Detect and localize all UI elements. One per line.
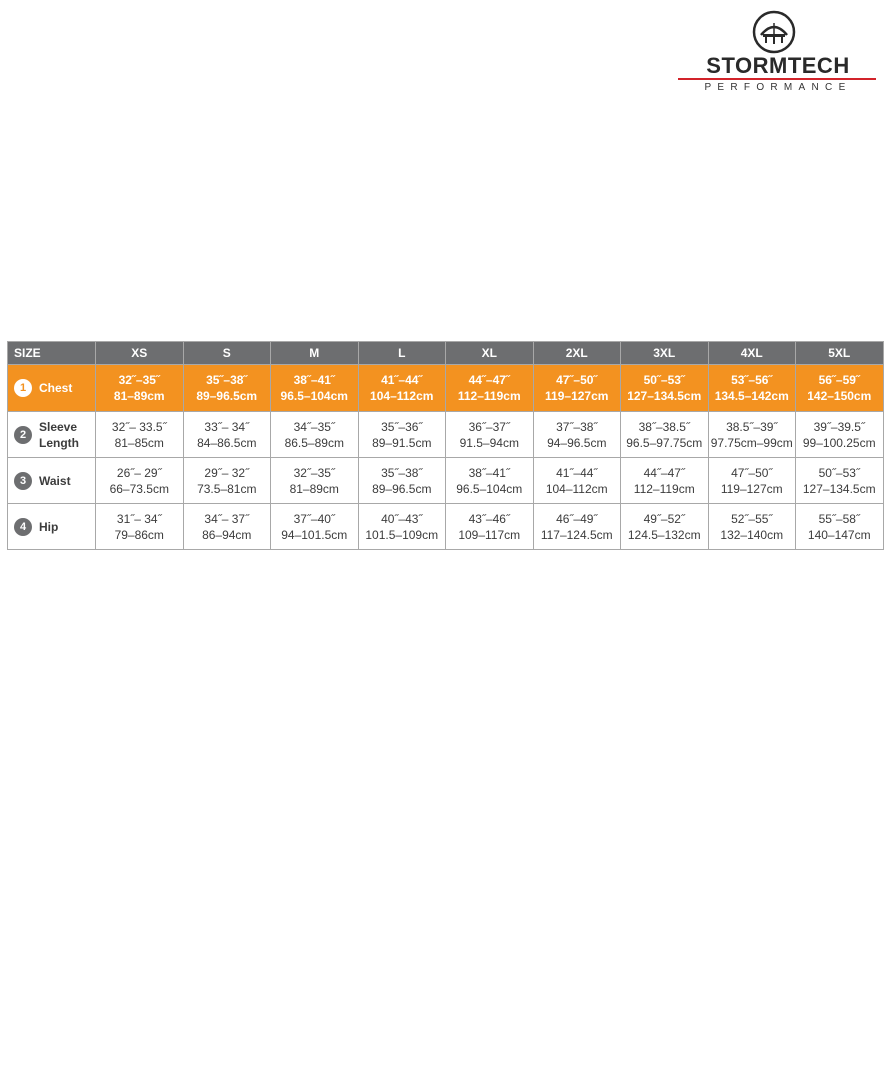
measurement-cell bbox=[446, 365, 534, 412]
measurement-centimeters: 81–89cm bbox=[113, 389, 165, 403]
measurement-inches: 37˝–38˝ bbox=[556, 419, 598, 434]
measurement-inches: 40˝–43˝ bbox=[381, 511, 423, 526]
measurement-cell bbox=[533, 458, 621, 504]
measurement-label-cell bbox=[8, 504, 96, 550]
measurement-centimeters: 94–101.5cm bbox=[281, 527, 348, 542]
measurement-centimeters: 84–86.5cm bbox=[197, 435, 257, 450]
size-chart-table bbox=[7, 341, 884, 550]
measurement-name-line1: Chest bbox=[39, 381, 73, 395]
measurement-cell bbox=[621, 412, 709, 458]
measurement-cell bbox=[708, 365, 796, 412]
measurement-label-cell bbox=[8, 365, 96, 412]
brand-tagline: PERFORMANCE bbox=[704, 82, 852, 93]
measurement-name-line1: Sleeve bbox=[39, 419, 78, 434]
size-header-m: M bbox=[271, 342, 359, 365]
measurement-name-line2: Length bbox=[39, 435, 79, 450]
measurement-cell bbox=[796, 504, 884, 550]
measurement-cell bbox=[446, 504, 534, 550]
measurement-centimeters: 89–96.5cm bbox=[372, 481, 432, 496]
measurement-centimeters: 112–119cm bbox=[633, 481, 695, 496]
measurement-centimeters: 99–100.25cm bbox=[802, 435, 876, 450]
brand-accent-line bbox=[678, 78, 876, 80]
measurement-inches: 38˝–41˝ bbox=[293, 373, 335, 387]
measurement-inches: 35˝–38˝ bbox=[381, 465, 423, 480]
measurement-centimeters: 91.5–94cm bbox=[459, 435, 519, 450]
measurement-row-sleeve bbox=[8, 412, 884, 458]
measurement-inches: 53˝–56˝ bbox=[731, 373, 773, 387]
measurement-number-badge: 3 bbox=[14, 472, 32, 490]
measurement-cell bbox=[446, 412, 534, 458]
size-chart-body bbox=[8, 365, 884, 550]
measurement-inches: 46˝–49˝ bbox=[556, 511, 598, 526]
measurement-cell bbox=[796, 365, 884, 412]
size-header-s: S bbox=[183, 342, 271, 365]
measurement-inches: 34˝– 37˝ bbox=[204, 511, 250, 526]
size-header-4xl: 4XL bbox=[708, 342, 796, 365]
measurement-inches: 50˝–53˝ bbox=[818, 465, 860, 480]
measurement-cell bbox=[358, 412, 446, 458]
measurement-inches: 38.5˝–39˝ bbox=[726, 419, 778, 434]
measurement-cell bbox=[96, 412, 184, 458]
measurement-centimeters: 127–134.5cm bbox=[802, 481, 876, 496]
measurement-inches: 35˝–38˝ bbox=[206, 373, 248, 387]
measurement-centimeters: 112–119cm bbox=[457, 389, 521, 403]
measurement-centimeters: 119–127cm bbox=[545, 389, 609, 403]
measurement-cell bbox=[708, 504, 796, 550]
measurement-label-cell bbox=[8, 412, 96, 458]
measurement-centimeters: 97.75cm–99cm bbox=[710, 435, 793, 450]
measurement-centimeters: 96.5–104cm bbox=[456, 481, 523, 496]
brand-name: STORMTECH bbox=[706, 53, 850, 78]
measurement-cell bbox=[183, 504, 271, 550]
measurement-name bbox=[39, 473, 71, 489]
measurement-centimeters: 96.5–97.75cm bbox=[626, 435, 703, 450]
measurement-cell bbox=[183, 412, 271, 458]
measurement-cell bbox=[96, 504, 184, 550]
measurement-centimeters: 119–127cm bbox=[720, 481, 783, 496]
measurement-centimeters: 79–86cm bbox=[114, 527, 164, 542]
measurement-inches: 37˝–40˝ bbox=[293, 511, 335, 526]
measurement-inches: 31˝– 34˝ bbox=[116, 511, 162, 526]
measurement-inches: 47˝–50˝ bbox=[731, 465, 773, 480]
measurement-row-hip bbox=[8, 504, 884, 550]
size-header-2xl: 2XL bbox=[533, 342, 621, 365]
measurement-name bbox=[39, 519, 58, 535]
measurement-inches: 50˝–53˝ bbox=[643, 373, 685, 387]
size-column-header: SIZE bbox=[8, 342, 96, 365]
measurement-centimeters: 81–89cm bbox=[289, 481, 339, 496]
measurement-cell bbox=[533, 412, 621, 458]
measurement-centimeters: 117–124.5cm bbox=[540, 527, 613, 542]
measurement-centimeters: 134.5–142cm bbox=[714, 389, 789, 403]
measurement-inches: 29˝– 32˝ bbox=[204, 465, 250, 480]
measurement-cell bbox=[533, 504, 621, 550]
measurement-cell bbox=[533, 365, 621, 412]
measurement-inches: 32˝–35˝ bbox=[118, 373, 160, 387]
measurement-cell bbox=[708, 412, 796, 458]
measurement-cell bbox=[621, 458, 709, 504]
measurement-cell bbox=[796, 412, 884, 458]
measurement-inches: 44˝–47˝ bbox=[643, 465, 685, 480]
measurement-name-line1: Waist bbox=[39, 473, 71, 488]
measurement-centimeters: 104–112cm bbox=[545, 481, 608, 496]
size-header-3xl: 3XL bbox=[621, 342, 709, 365]
measurement-inches: 35˝–36˝ bbox=[381, 419, 423, 434]
measurement-cell bbox=[446, 458, 534, 504]
measurement-number-badge: 1 bbox=[14, 379, 32, 397]
measurement-inches: 32˝–35˝ bbox=[293, 465, 335, 480]
measurement-label bbox=[8, 379, 95, 397]
measurement-inches: 49˝–52˝ bbox=[643, 511, 685, 526]
measurement-label-cell bbox=[8, 458, 96, 504]
measurement-inches: 34˝–35˝ bbox=[293, 419, 335, 434]
measurement-inches: 55˝–58˝ bbox=[818, 511, 860, 526]
measurement-centimeters: 66–73.5cm bbox=[109, 481, 169, 496]
measurement-inches: 26˝– 29˝ bbox=[116, 465, 162, 480]
measurement-centimeters: 73.5–81cm bbox=[197, 481, 257, 496]
measurement-inches: 39˝–39.5˝ bbox=[813, 419, 865, 434]
brand-logo bbox=[676, 10, 880, 92]
measurement-cell bbox=[621, 365, 709, 412]
measurement-label bbox=[8, 419, 95, 451]
measurement-inches: 33˝– 34˝ bbox=[204, 419, 250, 434]
measurement-cell bbox=[96, 458, 184, 504]
measurement-label bbox=[8, 472, 95, 490]
measurement-centimeters: 89–96.5cm bbox=[196, 389, 258, 403]
measurement-cell bbox=[183, 365, 271, 412]
measurement-label bbox=[8, 518, 95, 536]
size-header-l: L bbox=[358, 342, 446, 365]
measurement-centimeters: 81–85cm bbox=[114, 435, 164, 450]
measurement-centimeters: 94–96.5cm bbox=[547, 435, 607, 450]
measurement-name bbox=[39, 419, 79, 451]
size-header-row bbox=[8, 342, 884, 365]
measurement-cell bbox=[358, 458, 446, 504]
measurement-inches: 44˝–47˝ bbox=[468, 373, 510, 387]
measurement-centimeters: 101.5–109cm bbox=[365, 527, 439, 542]
measurement-inches: 47˝–50˝ bbox=[556, 373, 598, 387]
measurement-inches: 41˝–44˝ bbox=[556, 465, 598, 480]
measurement-centimeters: 86–94cm bbox=[202, 527, 252, 542]
measurement-centimeters: 140–147cm bbox=[807, 527, 871, 542]
storm-dome-icon bbox=[752, 10, 796, 54]
measurement-cell bbox=[271, 504, 359, 550]
measurement-cell bbox=[796, 458, 884, 504]
measurement-inches: 43˝–46˝ bbox=[468, 511, 510, 526]
measurement-cell bbox=[271, 458, 359, 504]
measurement-cell bbox=[271, 365, 359, 412]
size-header-5xl: 5XL bbox=[796, 342, 884, 365]
measurement-centimeters: 132–140cm bbox=[720, 527, 784, 542]
measurement-row-waist bbox=[8, 458, 884, 504]
measurement-cell bbox=[96, 365, 184, 412]
measurement-inches: 32˝– 33.5˝ bbox=[111, 419, 167, 434]
measurement-name bbox=[39, 380, 72, 396]
measurement-centimeters: 124.5–132cm bbox=[627, 527, 701, 542]
measurement-centimeters: 109–117cm bbox=[458, 527, 521, 542]
measurement-inches: 38˝–41˝ bbox=[468, 465, 510, 480]
measurement-centimeters: 104–112cm bbox=[370, 389, 434, 403]
size-header-xs: XS bbox=[96, 342, 184, 365]
measurement-cell bbox=[358, 365, 446, 412]
measurement-inches: 41˝–44˝ bbox=[381, 373, 423, 387]
measurement-cell bbox=[358, 504, 446, 550]
measurement-inches: 56˝–59˝ bbox=[818, 373, 860, 387]
measurement-inches: 36˝–37˝ bbox=[468, 419, 510, 434]
measurement-centimeters: 96.5–104cm bbox=[280, 389, 348, 403]
measurement-cell bbox=[271, 412, 359, 458]
measurement-inches: 52˝–55˝ bbox=[731, 511, 773, 526]
measurement-inches: 38˝–38.5˝ bbox=[638, 419, 690, 434]
measurement-cell bbox=[183, 458, 271, 504]
measurement-cell bbox=[621, 504, 709, 550]
measurement-name-line1: Hip bbox=[39, 519, 59, 534]
measurement-row-chest bbox=[8, 365, 884, 412]
measurement-centimeters: 89–91.5cm bbox=[372, 435, 432, 450]
measurement-centimeters: 86.5–89cm bbox=[284, 435, 344, 450]
measurement-centimeters: 127–134.5cm bbox=[627, 389, 702, 403]
measurement-cell bbox=[708, 458, 796, 504]
measurement-centimeters: 142–150cm bbox=[807, 389, 872, 403]
measurement-number-badge: 4 bbox=[14, 518, 32, 536]
measurement-number-badge: 2 bbox=[14, 426, 32, 444]
size-header-xl: XL bbox=[446, 342, 534, 365]
